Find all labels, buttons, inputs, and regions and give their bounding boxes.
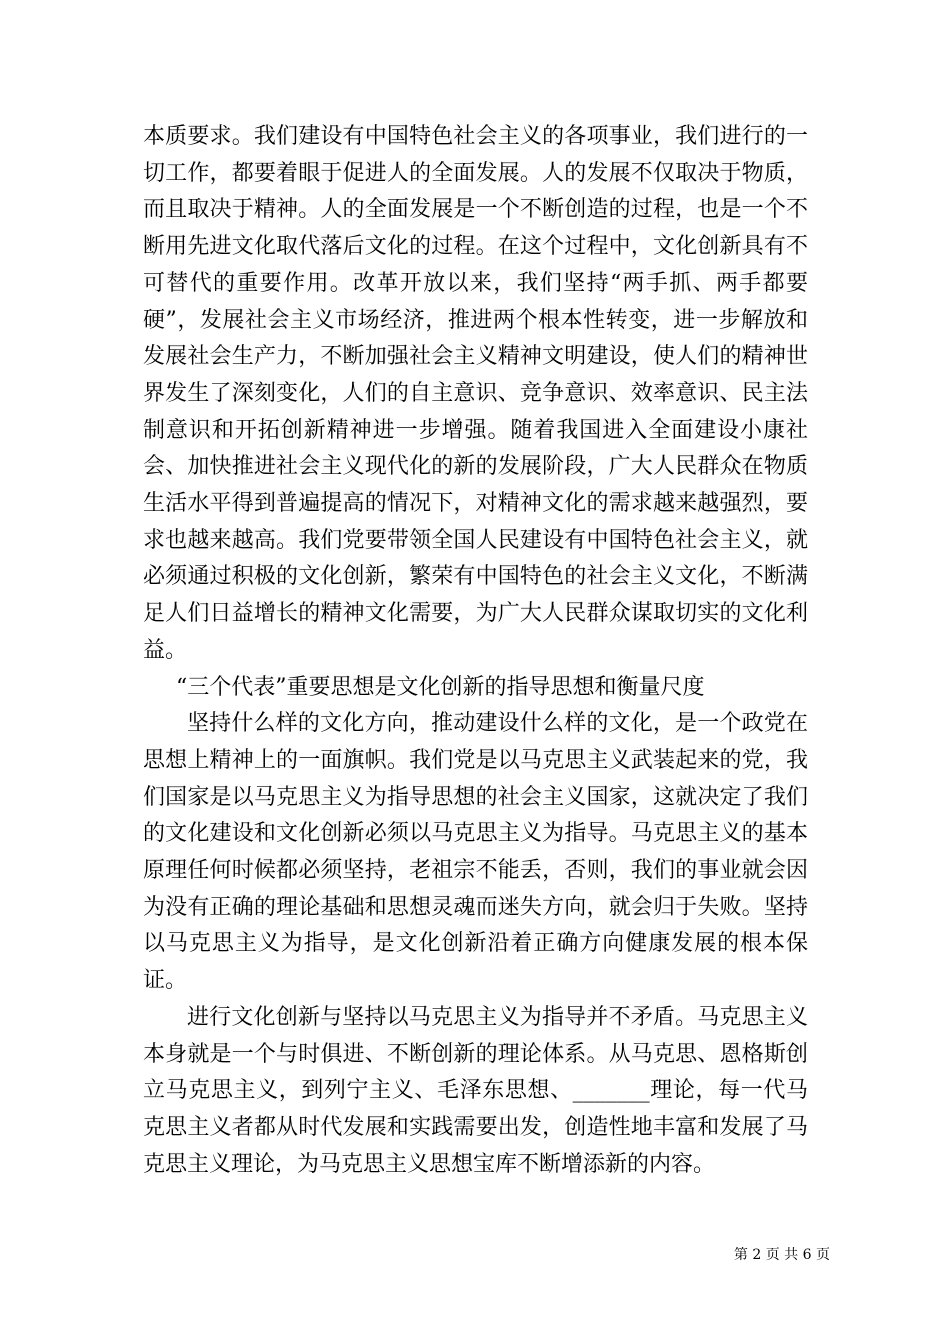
- paragraph-body: 坚持什么样的文化方向，推动建设什么样的文化，是一个政党在思想上精神上的一面旗帜。我们党是以马克思主义武装起来的党，我们国家是以马克思主义为指导思想的社会主义国家，这就决定了我们的文化建设和文化创新必须以马克思主义为指导。马克思主义的基本原理任何时候都必须坚持，老祖宗不能丢，否则，我们的事业就会因为没有正确的理论基础和思想灵魂而迷失方向，就会归于失败。坚持以马克思主义为指导，是文化创新沿着正确方向健康发展的根本保证。: [143, 711, 808, 994]
- page-number: 第 2 页 共 6 页: [733, 1247, 830, 1263]
- paragraph-body: 进行文化创新与坚持以马克思主义为指导并不矛盾。马克思主义本身就是一个与时俱进、不断创新的理论体系。从马克思、恩格斯创立马克思主义，到列宁主义、毛泽东思想、_______理论，每一代马克思主义者都从时代发展和实践需要出发，创造性地丰富和发展了马克思主义理论，为马克思主义思想宝库不断增添新的内容。: [143, 1004, 808, 1177]
- document-body: [143, 119, 808, 1183]
- section-heading: “三个代表”重要思想是文化创新的指导思想和衡量尺度: [176, 674, 705, 700]
- paragraph-continuation: 本质要求。我们建设有中国特色社会主义的各项事业，我们进行的一切工作，都要着眼于促进人的全面发展。人的发展不仅取决于物质，而且取决于精神。人的全面发展是一个不断创造的过程，也是一个不断用先进文化取代落后文化的过程。在这个过程中，文化创新具有不可替代的重要作用。改革开放以来，我们坚持“两手抓、两手都要硬”，发展社会主义市场经济，推进两个根本性转变，进一步解放和发展社会生产力，不断加强社会主义精神文明建设，使人们的精神世界发生了深刻变化，人们的自主意识、竞争意识、效率意识、民主法制意识和开拓创新精神进一步增强。随着我国进入全面建设小康社会、加快推进社会主义现代化的新的发展阶段，广大人民群众在物质生活水平得到普遍提高的情况下，对精神文化的需求越来越强烈，要求也越来越高。我们党要带领全国人民建设有中国特色社会主义，就必须通过积极的文化创新，繁荣有中国特色的社会主义文化，不断满足人们日益增长的精神文化需要，为广大人民群众谋取切实的文化利益。: [143, 124, 808, 663]
